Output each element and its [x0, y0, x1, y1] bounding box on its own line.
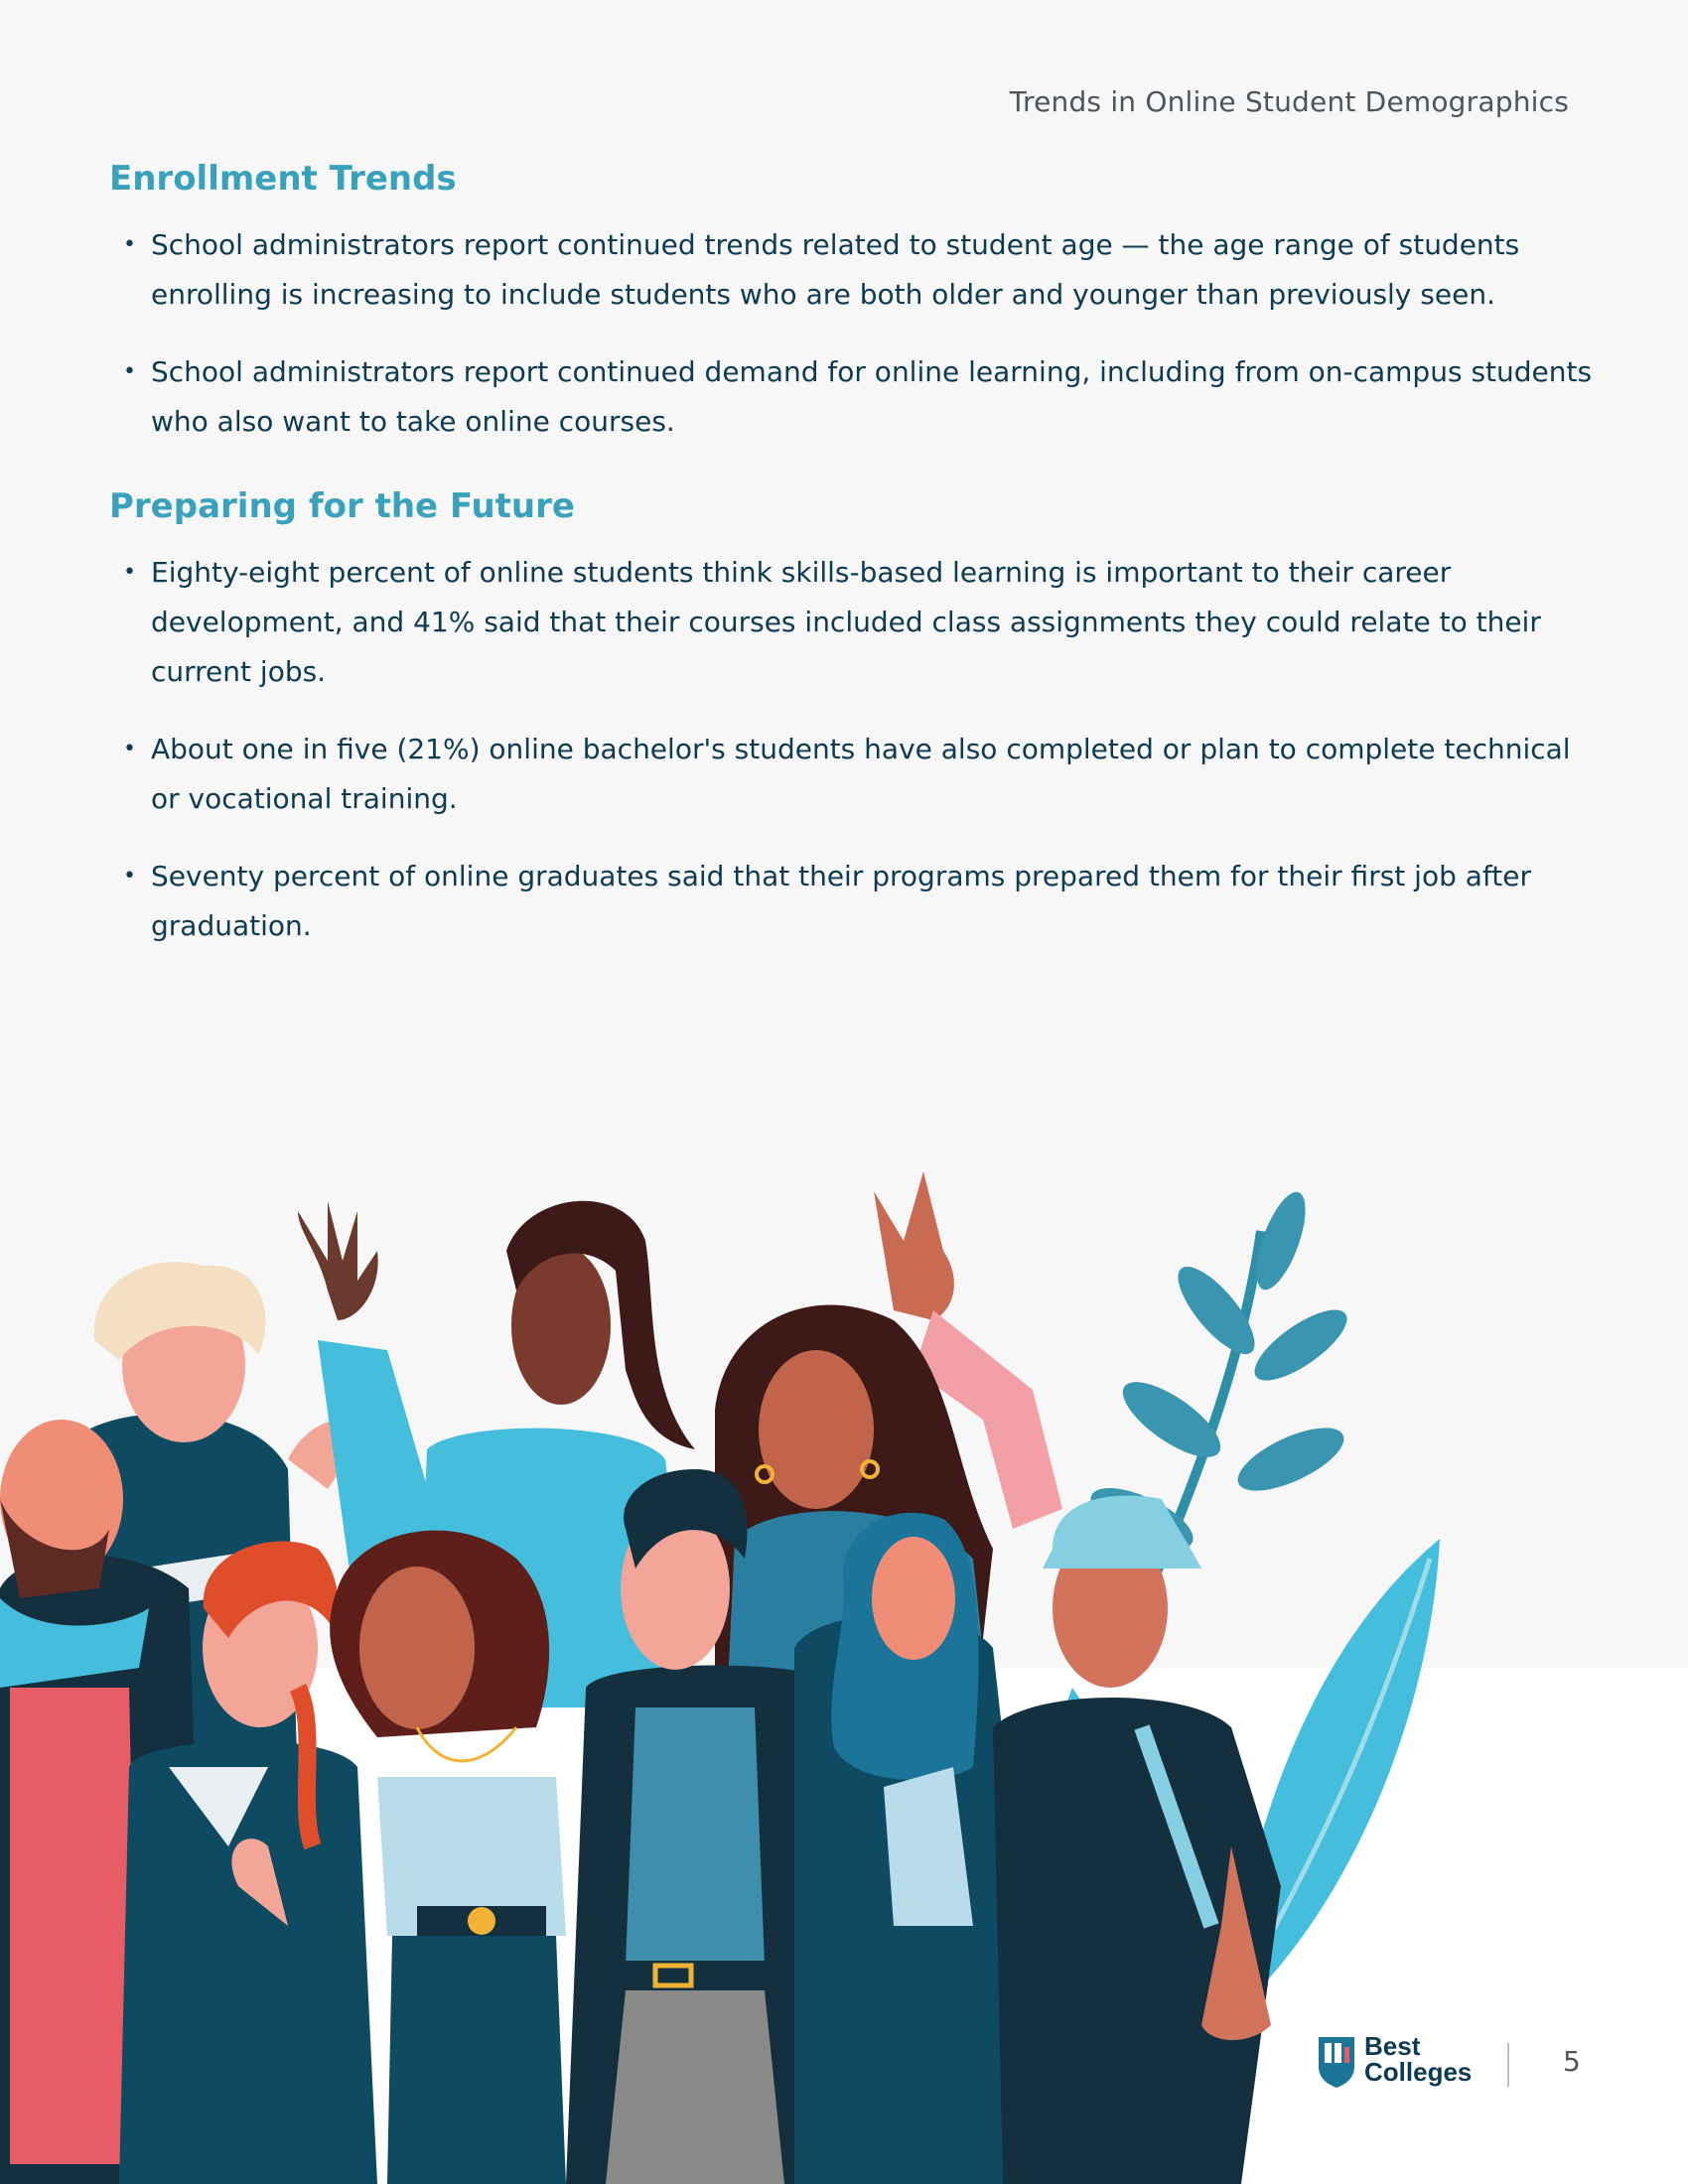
main-content [109, 159, 1599, 991]
logo-wordmark [1364, 2033, 1472, 2085]
bullet-text: Seventy percent of online graduates said that their programs prepared them for their first job after graduation. [151, 860, 1531, 942]
best-colleges-logo[interactable] [1317, 2031, 1476, 2095]
bullet-text: School administrators report continued trends related to student age — the age range of students enrolling is increasing to include students who are both older and younger than previously seen. [151, 228, 1520, 311]
bullet-list [109, 548, 1599, 951]
logo-line-1: Best [1364, 2031, 1421, 2061]
bullet-icon: • [123, 560, 136, 585]
list-item [109, 220, 1599, 320]
section-title-preparing-future: Preparing for the Future [109, 486, 575, 526]
bullet-icon: • [123, 864, 136, 888]
shield-icon [1317, 2033, 1356, 2089]
list-item [109, 852, 1599, 951]
bullet-text: Eighty-eight percent of online students think skills-based learning is important to their career development, and 41% said that their courses included class assignments they could relate to their current jobs. [151, 556, 1541, 688]
person-bucket-hat-figure [993, 1496, 1281, 2184]
logo-line-2: Colleges [1364, 2057, 1473, 2087]
page-number: 5 [1563, 2045, 1581, 2078]
list-item [109, 725, 1599, 824]
bullet-icon: • [123, 737, 136, 761]
bullet-icon: • [123, 232, 136, 257]
section-title-enrollment-trends: Enrollment Trends [109, 159, 457, 199]
list-item [109, 347, 1599, 447]
list-item [109, 548, 1599, 697]
footer-divider [1507, 2043, 1509, 2087]
running-header: Trends in Online Student Demographics [1009, 85, 1569, 118]
bullet-list [109, 220, 1599, 447]
bullet-text: School administrators report continued demand for online learning, including from on-campus students who also want to take online courses. [151, 355, 1593, 438]
bullet-text: About one in five (21%) online bachelor's students have also completed or plan to complete technical or vocational training. [151, 733, 1571, 815]
bullet-icon: • [123, 359, 136, 384]
